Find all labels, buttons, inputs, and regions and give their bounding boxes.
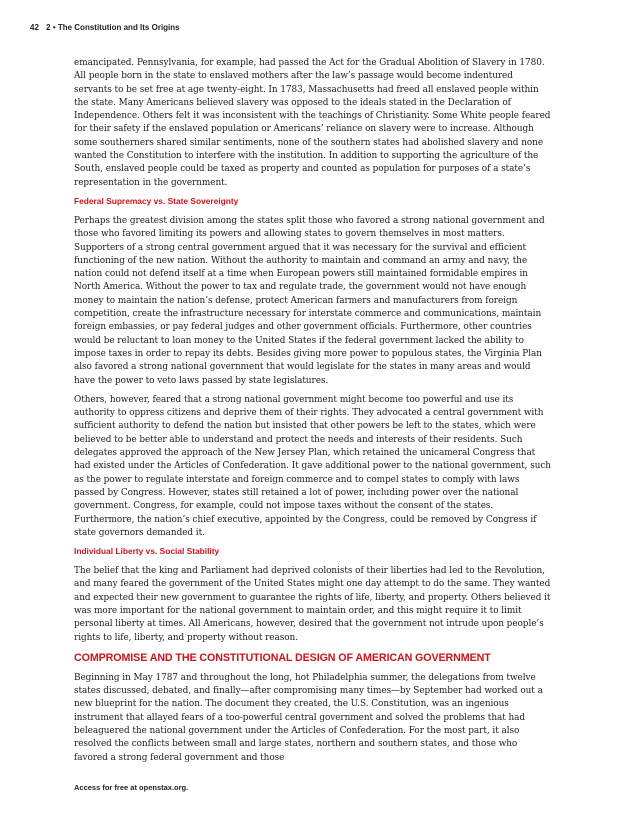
paragraph-emancipation: emancipated. Pennsylvania, for example, had passed the Act for the Gradual Abolition of Slavery in 1780. All people born in the state to enslaved mothers after the law’s passage would become indentured servants to be set free at age twenty-eight. In 1783, Massachusetts had freed all enslaved people within the state. Many Americans believed slavery was opposed to the ideals stated in the Declaration of Independence. Others felt it was inconsistent with the teachings of Christianity. Some White people feared for their safety if the enslaved population or Americans’ reliance on slavery were to increase. Although some southerners shared similar sentiments, none of the southern states had abolished slavery and none wanted the Constitution to interfere with the institution. In addition to supporting the agriculture of the South, enslaved people could be taxed as property and counted as population for purposes of a state’s representation in the government. xyxy=(74,58,551,188)
page-number: 42 xyxy=(30,23,39,32)
paragraph-liberty: The belief that the king and Parliament had deprived colonists of their liberties had led to the Revolution, and many feared the government of the United States might one day attempt to do the same. They wanted and expected their new government to guarantee the rights of life, liberty, and property. Others believed it was more important for the national government to maintain order, and this might require it to limit personal liberty at times. All Americans, however, desired that the government not intrude upon people’s rights to life, liberty, and property without reason. xyxy=(74,566,551,643)
footer-link[interactable]: Access for free at openstax.org. xyxy=(74,783,189,792)
section-heading-compromise: COMPROMISE AND THE CONSTITUTIONAL DESIGN OF AMERICAN GOVERNMENT xyxy=(74,651,491,664)
chapter-title: 2 • The Constitution and Its Origins xyxy=(46,23,180,32)
heading-federal-supremacy: Federal Supremacy vs. State Sovereignty xyxy=(74,195,239,206)
heading-individual-liberty: Individual Liberty vs. Social Stability xyxy=(74,546,220,557)
paragraph-compromise: Beginning in May 1787 and throughout the long, hot Philadelphia summer, the delegations from twelve states discussed, debated, and finally—after compromising many times—by September had worked out a new blueprint for the nation. The document they created, the U.S. Constitution, was an ingenious instrument that allayed fears of a too-powerful central government and solved the problems that had beleaguered the national government under the Articles of Confederation. For the most part, it also resolved the conflicts between small and large states, northern and southern states, and those who favored a strong federal government and those xyxy=(74,672,543,763)
paragraph-states-rights: Others, however, feared that a strong national government might become too powerful and use its authority to oppress citizens and deprive them of their rights. They advocated a central government with sufficient authority to defend the nation but insisted that other powers be left to the states, which were believed to be better able to understand and protect the needs and interests of their residents. Such delegates approved the approach of the New Jersey Plan, which retained the unicameral Congress that had existed under the Articles of Confederation. It gave additional power to the national government, such as the power to regulate interstate and foreign commerce and to compel states to comply with laws passed by Congress. However, states still retained a lot of power, including power over the national government. Congress, for example, could not impose taxes without the consent of the states. Furthermore, the nation’s chief executive, appointed by the Congress, could be removed by Congress if state governors demanded it. xyxy=(74,394,551,538)
running-header xyxy=(30,23,180,32)
paragraph-strong-government: Perhaps the greatest division among the states split those who favored a strong national government and those who favored limiting its powers and allowing states to govern themselves in most matters. Supporters of a strong central government argued that it was necessary for the survival and efficient functioning of the new nation. Without the authority to maintain and command an army and navy, the nation could not defend itself at a time when European powers still maintained formidable empires in North America. Without the power to tax and regulate trade, the government would not have enough money to maintain the nation’s defense, protect American farmers and manufacturers from foreign competition, create the infrastructure necessary for interstate commerce and communications, maintain foreign embassies, or pay federal judges and other government officials. Furthermore, other countries would be reluctant to loan money to the United States if the federal government lacked the ability to impose taxes in order to repay its debts. Besides giving more power to populous states, the Virginia Plan also favored a strong national government that would legislate for the states in many areas and would have the power to veto laws passed by state legislatures. xyxy=(74,215,545,386)
page-content xyxy=(74,57,551,771)
